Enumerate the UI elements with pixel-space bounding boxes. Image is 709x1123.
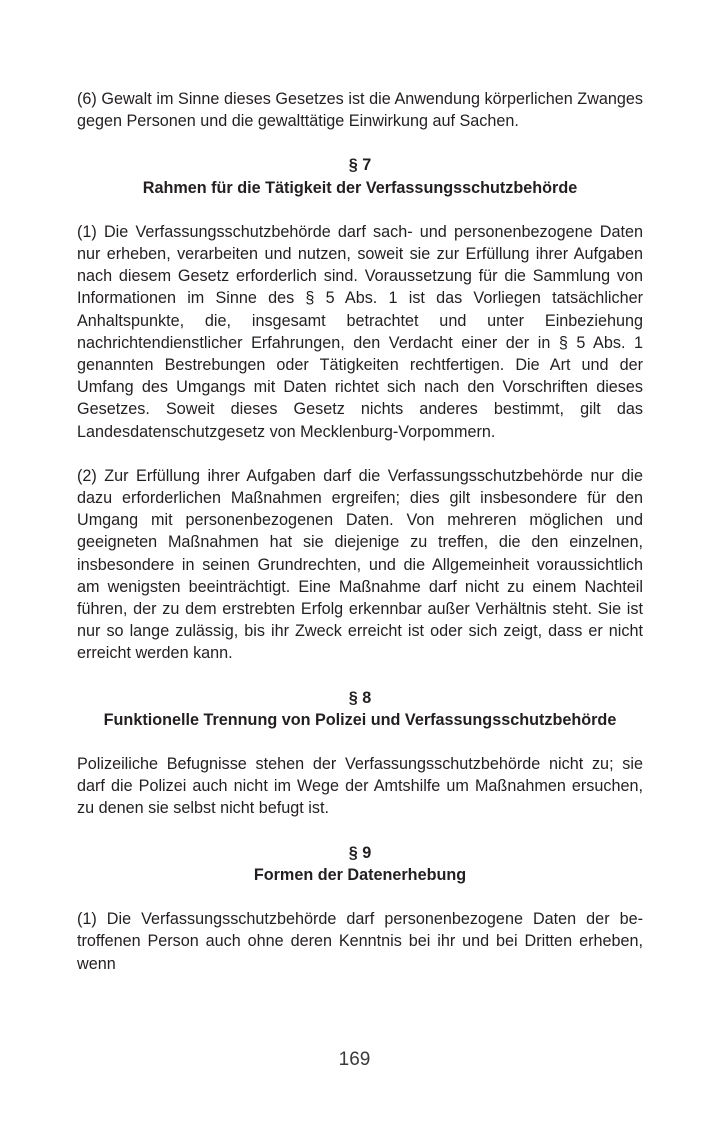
section-9-number: § 9 [348, 843, 372, 862]
page-body [77, 88, 643, 975]
spacer [77, 132, 643, 154]
section-7-number: § 7 [348, 156, 372, 175]
section-7-paragraph-2: (2) Zur Erfüllung ihrer Aufgaben darf die Verfassungsschutzbehörde nur die dazu erforderlichen Maßnahmen ergreifen; dies gilt insbesondere für den Umgang mit personenbezogenen Daten. Von mehreren möglichen und geeigneten Maßnahmen hat sie diejenige zu treffen, die den einzelnen, insbesondere in seinen Grundrechten, und die Allgemeinheit voraussichtlich am wenigsten beeinträchtigt. Eine Maßnahme darf nicht zu einem Nachteil führen, der zu dem erstrebten Erfolg erkennbar außer Verhältnis steht. Sie ist nur so lange zulässig, bis ihr Zweck erreicht ist oder sich zeigt, dass er nicht erreicht werden kann. [77, 466, 643, 663]
spacer [77, 820, 643, 842]
spacer [77, 443, 643, 465]
paragraph-6: (6) Gewalt im Sinne dieses Gesetzes ist die Anwendung körperlichen Zwanges gegen Personen und die gewalttätige Einwirkung auf Sachen. [77, 90, 643, 131]
spacer [77, 199, 643, 221]
spacer [77, 886, 643, 908]
section-8-title: Funktionelle Trennung von Polizei und Verfassungsschutzbehörde [103, 710, 617, 729]
section-8-number: § 8 [348, 688, 372, 707]
section-9-paragraph-1: (1) Die Verfassungsschutzbehörde darf personenbezogene Daten der betroffenen Person auch ohne deren Kenntnis bei ihr und bei Dritten erheben, wenn [77, 910, 643, 973]
spacer [77, 731, 643, 753]
section-8-paragraph: Polizeiliche Befugnisse stehen der Verfassungsschutzbehörde nicht zu; sie darf die Polizei auch nicht im Wege der Amtshilfe um Maßnahmen ersuchen, zu denen sie selbst nicht befugt ist. [77, 755, 643, 818]
section-9-title: Formen der Datenerhebung [253, 865, 467, 884]
page-number: 169 [338, 1049, 371, 1070]
section-7-paragraph-1: (1) Die Verfassungsschutzbehörde darf sach- und personenbezogene Daten nur erheben, verarbeiten und nutzen, soweit sie zur Erfüllung ihrer Aufgaben nach diesem Gesetz erforderlich sind. Voraussetzung für die Sammlung von Informationen im Sinne des § 5 Abs. 1 ist das Vorliegen tatsächlicher Anhaltspunkte, die, insgesamt betrachtet und unter Einbeziehung nachrichtendienstlicher Erfahrungen, den Verdacht einer der in § 5 Abs. 1 genannten Bestrebungen oder Tätigkeiten rechtfertigen. Die Art und der Umfang des Umgangs mit Daten richtet sich nach den Vorschriften dieses Gesetzes. Soweit dieses Gesetz nichts anderes bestimmt, gilt das Landesdatenschutzgesetz von Mecklenburg-Vorpommern. [77, 222, 643, 441]
spacer [77, 665, 643, 687]
section-7-title: Rahmen für die Tätigkeit der Verfassungsschutzbehörde [142, 178, 578, 197]
